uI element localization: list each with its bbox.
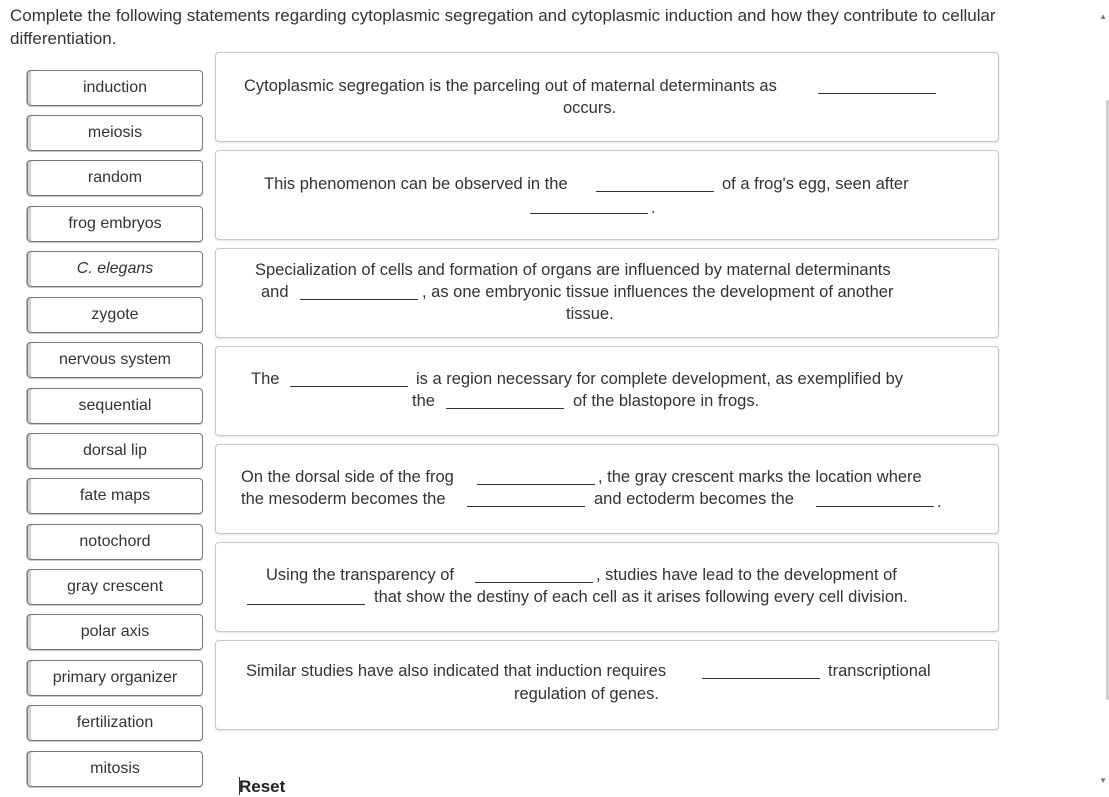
word-tile[interactable] — [27, 751, 203, 787]
statement-text: The — [251, 370, 280, 388]
word-tile[interactable] — [27, 297, 203, 333]
statement-text: Specialization of cells and formation of organs are influenced by maternal determinants — [255, 261, 891, 279]
word-tile[interactable] — [27, 251, 203, 287]
statement-text: the mesoderm becomes the — [241, 490, 446, 508]
statement-box-7[interactable] — [215, 640, 999, 730]
word-tile[interactable] — [27, 70, 203, 106]
statement-box-6[interactable] — [215, 542, 999, 632]
drag-grip-icon — [30, 617, 33, 647]
statement-text: and ectoderm becomes the — [594, 490, 794, 508]
drop-blank[interactable] — [816, 506, 934, 507]
drag-grip-icon — [30, 391, 33, 421]
word-tile[interactable] — [27, 478, 203, 514]
statement-text: , the gray crescent marks the location where — [598, 468, 922, 486]
statement-text: is a region necessary for complete development, as exemplified by — [416, 370, 903, 388]
drag-grip-icon — [30, 73, 33, 103]
drag-grip-icon — [30, 481, 33, 511]
statement-text: Similar studies have also indicated that induction requires — [246, 662, 667, 680]
statement-text: occurs. — [563, 99, 617, 117]
statement-text: the — [412, 392, 435, 410]
statement-text: , as one embryonic tissue influences the development of another — [422, 283, 894, 301]
word-tile[interactable] — [27, 388, 203, 424]
drag-grip-icon — [30, 118, 33, 148]
statement-box-3[interactable] — [215, 248, 999, 338]
drag-grip-icon — [30, 254, 33, 284]
drop-blank[interactable] — [467, 506, 585, 507]
word-tile[interactable] — [27, 115, 203, 151]
drag-grip-icon — [30, 663, 33, 693]
drop-blank[interactable] — [530, 213, 648, 214]
drop-blank[interactable] — [290, 386, 408, 387]
statement-text: . — [937, 493, 942, 511]
statement-text: , studies have lead to the development of — [596, 566, 897, 584]
word-tile-label: fertilization — [76, 714, 154, 731]
drag-grip-icon — [30, 300, 33, 330]
drop-blank[interactable] — [477, 484, 595, 485]
drop-blank[interactable] — [702, 678, 820, 679]
word-tile-label: mitosis — [90, 760, 140, 777]
statement-text: This phenomenon can be observed in the — [264, 175, 568, 193]
word-tile[interactable] — [27, 433, 203, 469]
word-tile-label: notochord — [79, 533, 151, 550]
word-tile-label: gray crescent — [66, 578, 164, 595]
drop-blank[interactable] — [300, 299, 418, 300]
statement-text: of the blastopore in frogs. — [573, 392, 760, 410]
drop-blank[interactable] — [446, 408, 564, 409]
drag-grip-icon — [30, 572, 33, 602]
word-tile[interactable] — [27, 342, 203, 378]
statement-box-4[interactable] — [215, 346, 999, 436]
drag-grip-icon — [30, 754, 33, 784]
word-tile-label: frog embryos — [68, 215, 162, 232]
word-tile[interactable] — [27, 524, 203, 560]
word-tile-label: meiosis — [87, 124, 143, 141]
word-tile[interactable] — [27, 160, 203, 196]
statement-text: that show the destiny of each cell as it arises following every cell division. — [374, 588, 908, 606]
word-tile-label: dorsal lip — [82, 442, 148, 459]
word-tile[interactable] — [27, 705, 203, 741]
drag-grip-icon — [30, 527, 33, 557]
word-tile-label: sequential — [78, 397, 152, 414]
drag-grip-icon — [30, 436, 33, 466]
statement-box-5[interactable] — [215, 444, 999, 534]
drag-grip-icon — [30, 345, 33, 375]
statement-text: Using the transparency of — [266, 566, 455, 584]
statement-text: On the dorsal side of the frog — [241, 468, 454, 486]
word-tile-label: zygote — [91, 306, 139, 323]
instructions-text: Complete the following statements regarding cytoplasmic segregation and cytoplasmic induction and how they contribute to cellular differentiation. — [10, 6, 996, 48]
word-tile-label: polar axis — [80, 623, 150, 640]
word-tile[interactable] — [27, 660, 203, 696]
word-tile-label: random — [87, 169, 143, 186]
word-tile[interactable] — [27, 569, 203, 605]
statement-text: regulation of genes. — [514, 685, 659, 703]
word-tile[interactable] — [27, 206, 203, 242]
statement-text: transcriptional — [828, 662, 931, 680]
statement-text: . — [651, 199, 656, 217]
word-tile-label: induction — [82, 79, 148, 96]
word-tile-label: fate maps — [79, 487, 151, 504]
drag-grip-icon — [30, 209, 33, 239]
statement-text: and — [261, 283, 289, 301]
drop-blank[interactable] — [475, 582, 593, 583]
statement-box-1[interactable] — [215, 52, 999, 142]
statement-box-2[interactable] — [215, 150, 999, 240]
drop-blank[interactable] — [818, 93, 936, 94]
drag-grip-icon — [30, 163, 33, 193]
word-tile-label: C. elegans — [76, 260, 154, 277]
word-tile-label: primary organizer — [52, 669, 178, 686]
word-tile-label: nervous system — [58, 351, 172, 368]
word-tile[interactable] — [27, 614, 203, 650]
statement-text: of a frog's egg, seen after — [722, 175, 909, 193]
statement-text: tissue. — [566, 305, 614, 323]
scroll-down-icon[interactable]: ▼ — [1099, 776, 1107, 785]
reset-button[interactable]: Reset — [239, 777, 286, 796]
scroll-up-icon[interactable]: ▲ — [1099, 12, 1107, 21]
drag-grip-icon — [30, 708, 33, 738]
statement-text: Cytoplasmic segregation is the parceling out of maternal determinants as — [244, 77, 777, 95]
drop-blank[interactable] — [596, 191, 714, 192]
drop-blank[interactable] — [247, 604, 365, 605]
